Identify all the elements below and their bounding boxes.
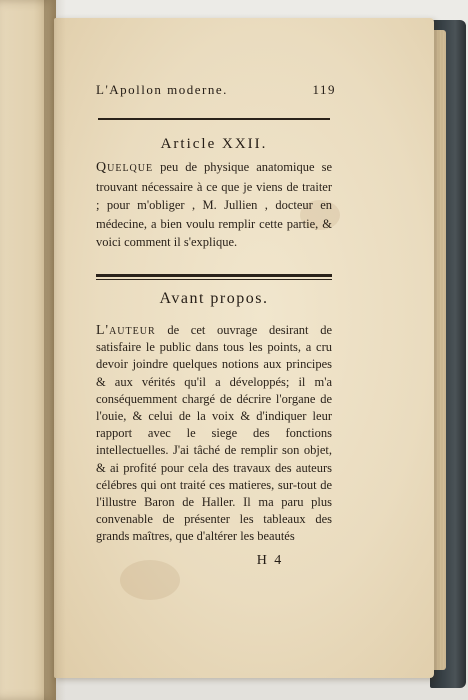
running-head-title: L'Apollon moderne. (96, 82, 228, 97)
article-paragraph (96, 158, 332, 252)
section-dropword: L'auteur (96, 323, 156, 338)
header-rule (98, 118, 330, 120)
running-head (96, 82, 336, 98)
signature-mark: H 4 (256, 553, 284, 568)
section-title: Avant propos. (159, 290, 269, 307)
article-text: peu de physique anatomique se trouvant nécessaire à ce que je viens de traiter ; pour m'obliger , M. Jullien , docteur en médecine, a bien voulu remplir cette partie, & voici comment il s'explique. (96, 160, 332, 249)
section-paragraph (96, 322, 332, 546)
foxing-spot (120, 560, 180, 600)
article-title: Article XXII. (160, 136, 268, 152)
book-gutter (44, 0, 66, 700)
section-text: de cet ouvrage desirant de satisfaire le public dans tous les points, a cru devoir joindre quelques notions aux principes & aux vérités qu'il a développés; il m'a conséquemment chargé de décrire l'organe de l'ouie, & celui de la voix & d'indiquer leur rapport avec le siege des fonctions intellectuelles. J'ai tâché de remplir son objet, & ai profité pour cela des travaux des auteurs célébres qui ont traité ces matieres, sur-tout de l'illustre Baron de Haller. Il ma paru plus convenable de présenter les tableaux des grands maîtres, que d'altérer les beautés (96, 323, 332, 544)
page-number: 119 (312, 82, 336, 97)
article-dropword: Quelque (96, 160, 154, 175)
section-rule (96, 274, 332, 280)
